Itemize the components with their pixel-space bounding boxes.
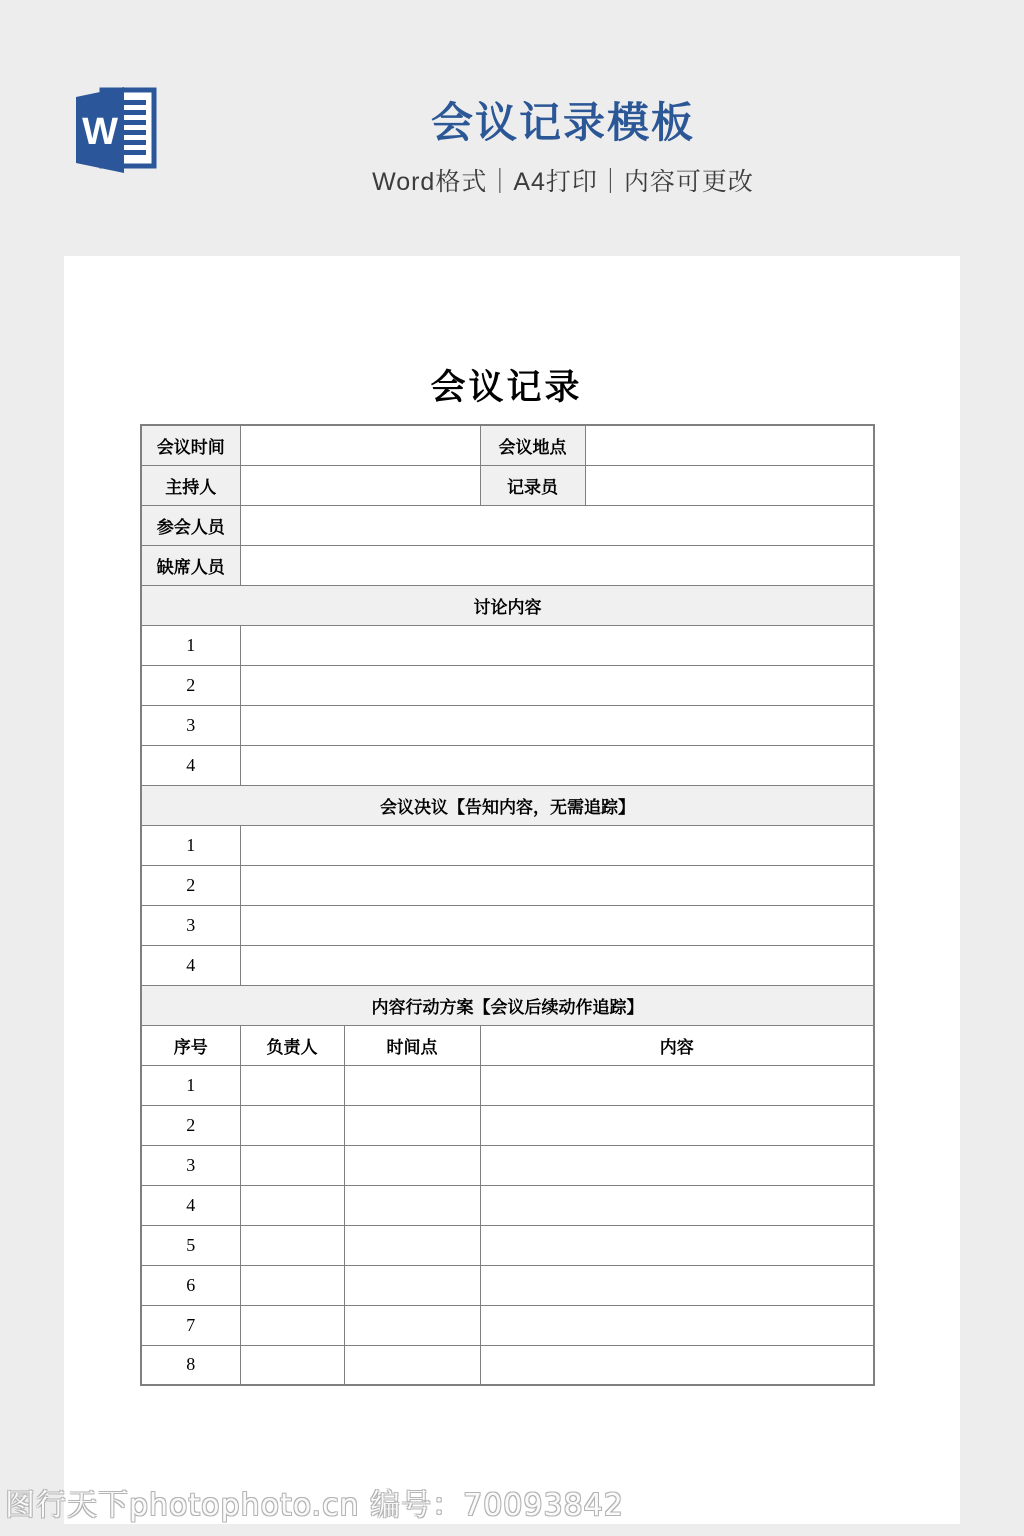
table-row — [141, 865, 874, 905]
banner-title: 会议记录模板 — [430, 99, 695, 146]
row-number: 3 — [141, 1145, 240, 1185]
watermark: 图行天下photophoto.cn 编号：70093842 — [5, 1488, 624, 1523]
time-cell — [344, 1105, 480, 1145]
column-header-owner: 负责人 — [240, 1025, 344, 1065]
time-cell — [344, 1265, 480, 1305]
svg-text:W: W — [82, 111, 118, 153]
table-row — [141, 985, 874, 1025]
table-row — [141, 1025, 874, 1065]
table-row — [141, 1305, 874, 1345]
document-title: 会议记录 — [430, 368, 583, 407]
field-label-absentees: 缺席人员 — [141, 545, 240, 585]
row-number: 4 — [141, 945, 240, 985]
table-row — [141, 705, 874, 745]
row-number: 3 — [141, 905, 240, 945]
field-value-meeting-place — [585, 425, 874, 465]
owner-cell — [240, 1265, 344, 1305]
table-row — [141, 585, 874, 625]
meeting-minutes-table — [140, 424, 875, 1386]
owner-cell — [240, 1185, 344, 1225]
content-cell — [480, 1185, 874, 1225]
owner-cell — [240, 1305, 344, 1345]
owner-cell — [240, 1105, 344, 1145]
field-label-recorder: 记录员 — [480, 465, 585, 505]
row-number: 2 — [141, 865, 240, 905]
column-header-content: 内容 — [480, 1025, 874, 1065]
time-cell — [344, 1305, 480, 1345]
owner-cell — [240, 1145, 344, 1185]
field-value-attendees — [240, 505, 874, 545]
word-icon — [62, 82, 162, 178]
table-row — [141, 1105, 874, 1145]
field-value-meeting-time — [240, 425, 480, 465]
row-content-cell — [240, 905, 874, 945]
time-cell — [344, 1225, 480, 1265]
content-cell — [480, 1225, 874, 1265]
time-cell — [344, 1185, 480, 1225]
row-number: 4 — [141, 745, 240, 785]
row-number: 5 — [141, 1225, 240, 1265]
table-row — [141, 905, 874, 945]
table-row — [141, 1185, 874, 1225]
field-label-meeting-time: 会议时间 — [141, 425, 240, 465]
row-number: 1 — [141, 1065, 240, 1105]
content-cell — [480, 1145, 874, 1185]
table-row — [141, 665, 874, 705]
table-row — [141, 505, 874, 545]
banner — [0, 0, 1024, 256]
row-number: 4 — [141, 1185, 240, 1225]
table-row — [141, 945, 874, 985]
field-label-host: 主持人 — [141, 465, 240, 505]
row-content-cell — [240, 705, 874, 745]
row-number: 1 — [141, 825, 240, 865]
field-value-absentees — [240, 545, 874, 585]
table-row — [141, 465, 874, 505]
banner-text — [280, 90, 846, 198]
owner-cell — [240, 1065, 344, 1105]
row-number: 2 — [141, 1105, 240, 1145]
table-row — [141, 425, 874, 465]
row-number: 1 — [141, 625, 240, 665]
content-cell — [480, 1345, 874, 1385]
row-number: 6 — [141, 1265, 240, 1305]
section-header-resolution: 会议决议【告知内容，无需追踪】 — [141, 785, 874, 825]
table-row — [141, 1265, 874, 1305]
time-cell — [344, 1345, 480, 1385]
table-row — [141, 745, 874, 785]
row-content-cell — [240, 865, 874, 905]
table-row — [141, 1225, 874, 1265]
row-number: 2 — [141, 665, 240, 705]
owner-cell — [240, 1345, 344, 1385]
owner-cell — [240, 1225, 344, 1265]
time-cell — [344, 1065, 480, 1105]
field-label-meeting-place: 会议地点 — [480, 425, 585, 465]
row-number: 3 — [141, 705, 240, 745]
row-number: 8 — [141, 1345, 240, 1385]
content-cell — [480, 1065, 874, 1105]
table-row — [141, 825, 874, 865]
content-cell — [480, 1305, 874, 1345]
row-content-cell — [240, 825, 874, 865]
document-page — [64, 256, 960, 1524]
row-content-cell — [240, 745, 874, 785]
table-row — [141, 1065, 874, 1105]
table-row — [141, 1145, 874, 1185]
banner-subtitle: Word格式｜A4打印｜内容可更改 — [372, 168, 754, 196]
field-value-host — [240, 465, 480, 505]
content-cell — [480, 1105, 874, 1145]
field-label-attendees: 参会人员 — [141, 505, 240, 545]
column-header-index: 序号 — [141, 1025, 240, 1065]
row-number: 7 — [141, 1305, 240, 1345]
column-header-time: 时间点 — [344, 1025, 480, 1065]
table-row — [141, 1345, 874, 1385]
table-row — [141, 545, 874, 585]
row-content-cell — [240, 625, 874, 665]
section-header-action-plan: 内容行动方案【会议后续动作追踪】 — [141, 985, 874, 1025]
row-content-cell — [240, 945, 874, 985]
table-row — [141, 785, 874, 825]
row-content-cell — [240, 665, 874, 705]
time-cell — [344, 1145, 480, 1185]
table-row — [141, 625, 874, 665]
field-value-recorder — [585, 465, 874, 505]
section-header-discussion: 讨论内容 — [141, 585, 874, 625]
content-cell — [480, 1265, 874, 1305]
